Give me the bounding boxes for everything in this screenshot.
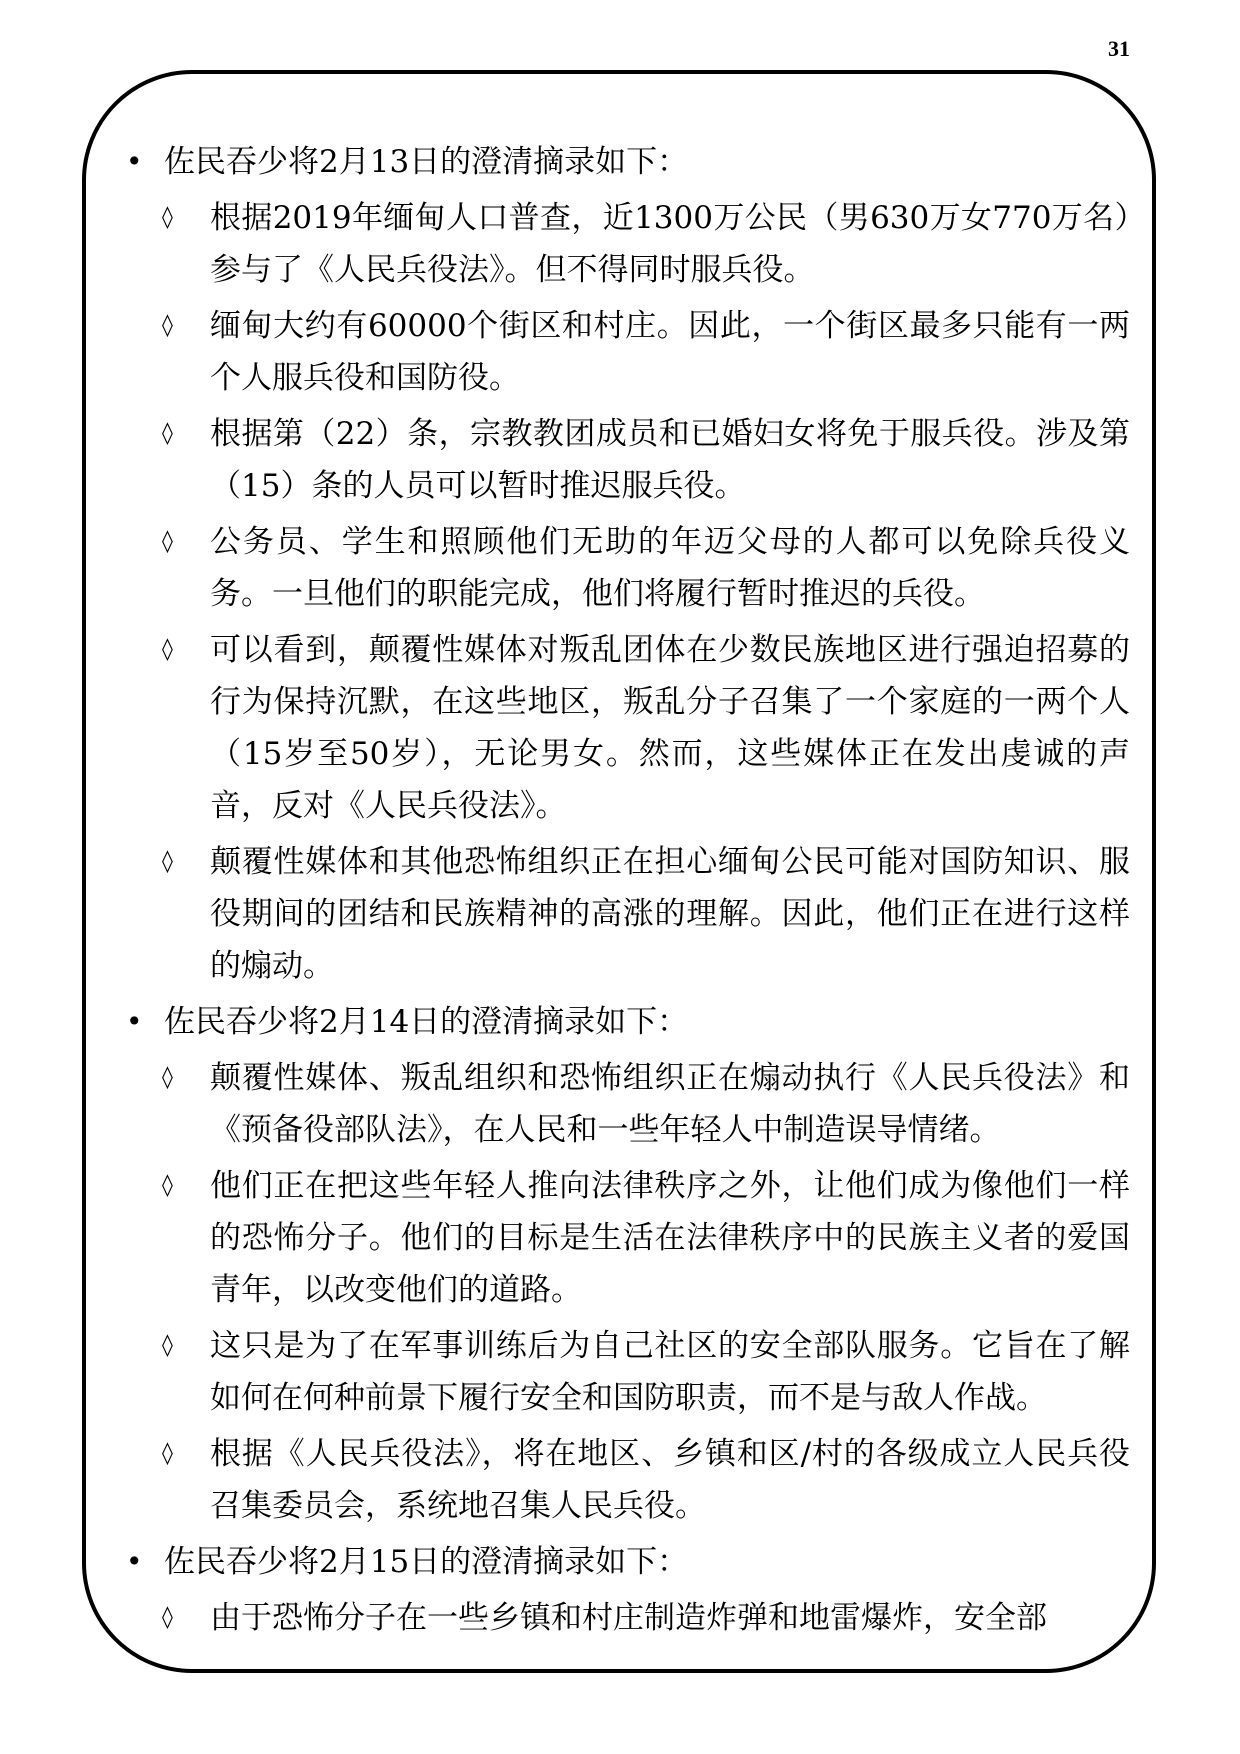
diamond-bullet-icon: ◊ <box>162 205 173 230</box>
diamond-bullet-icon: ◊ <box>162 849 173 874</box>
section-feb-14 <box>120 996 1130 1532</box>
section-heading: • 佐民吞少将2月15日的澄清摘录如下： <box>120 1536 1130 1588</box>
list-item: ◊ 颠覆性媒体、叛乱组织和恐怖组织正在煽动执行《人民兵役法》和《预备役部队法》，在人民和一些年轻人中制造误导情绪。 <box>120 1052 1130 1156</box>
diamond-bullet-icon: ◊ <box>162 1173 173 1198</box>
list-item: ◊ 根据第（22）条，宗教教团成员和已婚妇女将免于服兵役。涉及第（15）条的人员可以暂时推迟服兵役。 <box>120 408 1130 512</box>
list-item: ◊ 由于恐怖分子在一些乡镇和村庄制造炸弹和地雷爆炸，安全部 <box>120 1592 1130 1644</box>
list-item: ◊ 这只是为了在军事训练后为自己社区的安全部队服务。它旨在了解如何在何种前景下履行安全和国防职责，而不是与敌人作战。 <box>120 1320 1130 1424</box>
diamond-bullet-icon: ◊ <box>162 421 173 446</box>
list-item: ◊ 公务员、学生和照顾他们无助的年迈父母的人都可以免除兵役义务。一旦他们的职能完成，他们将履行暂时推迟的兵役。 <box>120 516 1130 620</box>
diamond-bullet-icon: ◊ <box>162 1605 173 1630</box>
section-heading: • 佐民吞少将2月13日的澄清摘录如下： <box>120 136 1130 188</box>
list-item: ◊ 颠覆性媒体和其他恐怖组织正在担心缅甸公民可能对国防知识、服役期间的团结和民族精神的高涨的理解。因此，他们正在进行这样的煽动。 <box>120 836 1130 992</box>
diamond-bullet-icon: ◊ <box>162 529 173 554</box>
list-item: ◊ 根据2019年缅甸人口普查，近1300万公民（男630万女770万名）参与了《人民兵役法》。但不得同时服兵役。 <box>120 192 1130 296</box>
list-item: ◊ 缅甸大约有60000个街区和村庄。因此，一个街区最多只能有一两个人服兵役和国防役。 <box>120 300 1130 404</box>
list-item: ◊ 可以看到，颠覆性媒体对叛乱团体在少数民族地区进行强迫招募的行为保持沉默，在这些地区，叛乱分子召集了一个家庭的一两个人（15岁至50岁），无论男女。然而，这些媒体正在发出虔诚的声音，反对《人民兵役法》。 <box>120 624 1130 832</box>
section-feb-13 <box>120 136 1130 992</box>
diamond-bullet-icon: ◊ <box>162 313 173 338</box>
diamond-bullet-icon: ◊ <box>162 1333 173 1358</box>
list-item: ◊ 他们正在把这些年轻人推向法律秩序之外，让他们成为像他们一样的恐怖分子。他们的目标是生活在法律秩序中的民族主义者的爱国青年，以改变他们的道路。 <box>120 1160 1130 1316</box>
diamond-bullet-icon: ◊ <box>162 1065 173 1090</box>
bullet-dot-icon: • <box>126 1545 143 1578</box>
diamond-bullet-icon: ◊ <box>162 637 173 662</box>
diamond-bullet-icon: ◊ <box>162 1441 173 1466</box>
bullet-dot-icon: • <box>126 145 143 178</box>
section-feb-15 <box>120 1536 1130 1644</box>
document-body <box>120 136 1130 1648</box>
section-heading: • 佐民吞少将2月14日的澄清摘录如下： <box>120 996 1130 1048</box>
bullet-dot-icon: • <box>126 1005 143 1038</box>
list-item: ◊ 根据《人民兵役法》，将在地区、乡镇和区/村的各级成立人民兵役召集委员会，系统地召集人民兵役。 <box>120 1428 1130 1532</box>
page-number: 31 <box>1108 36 1130 61</box>
